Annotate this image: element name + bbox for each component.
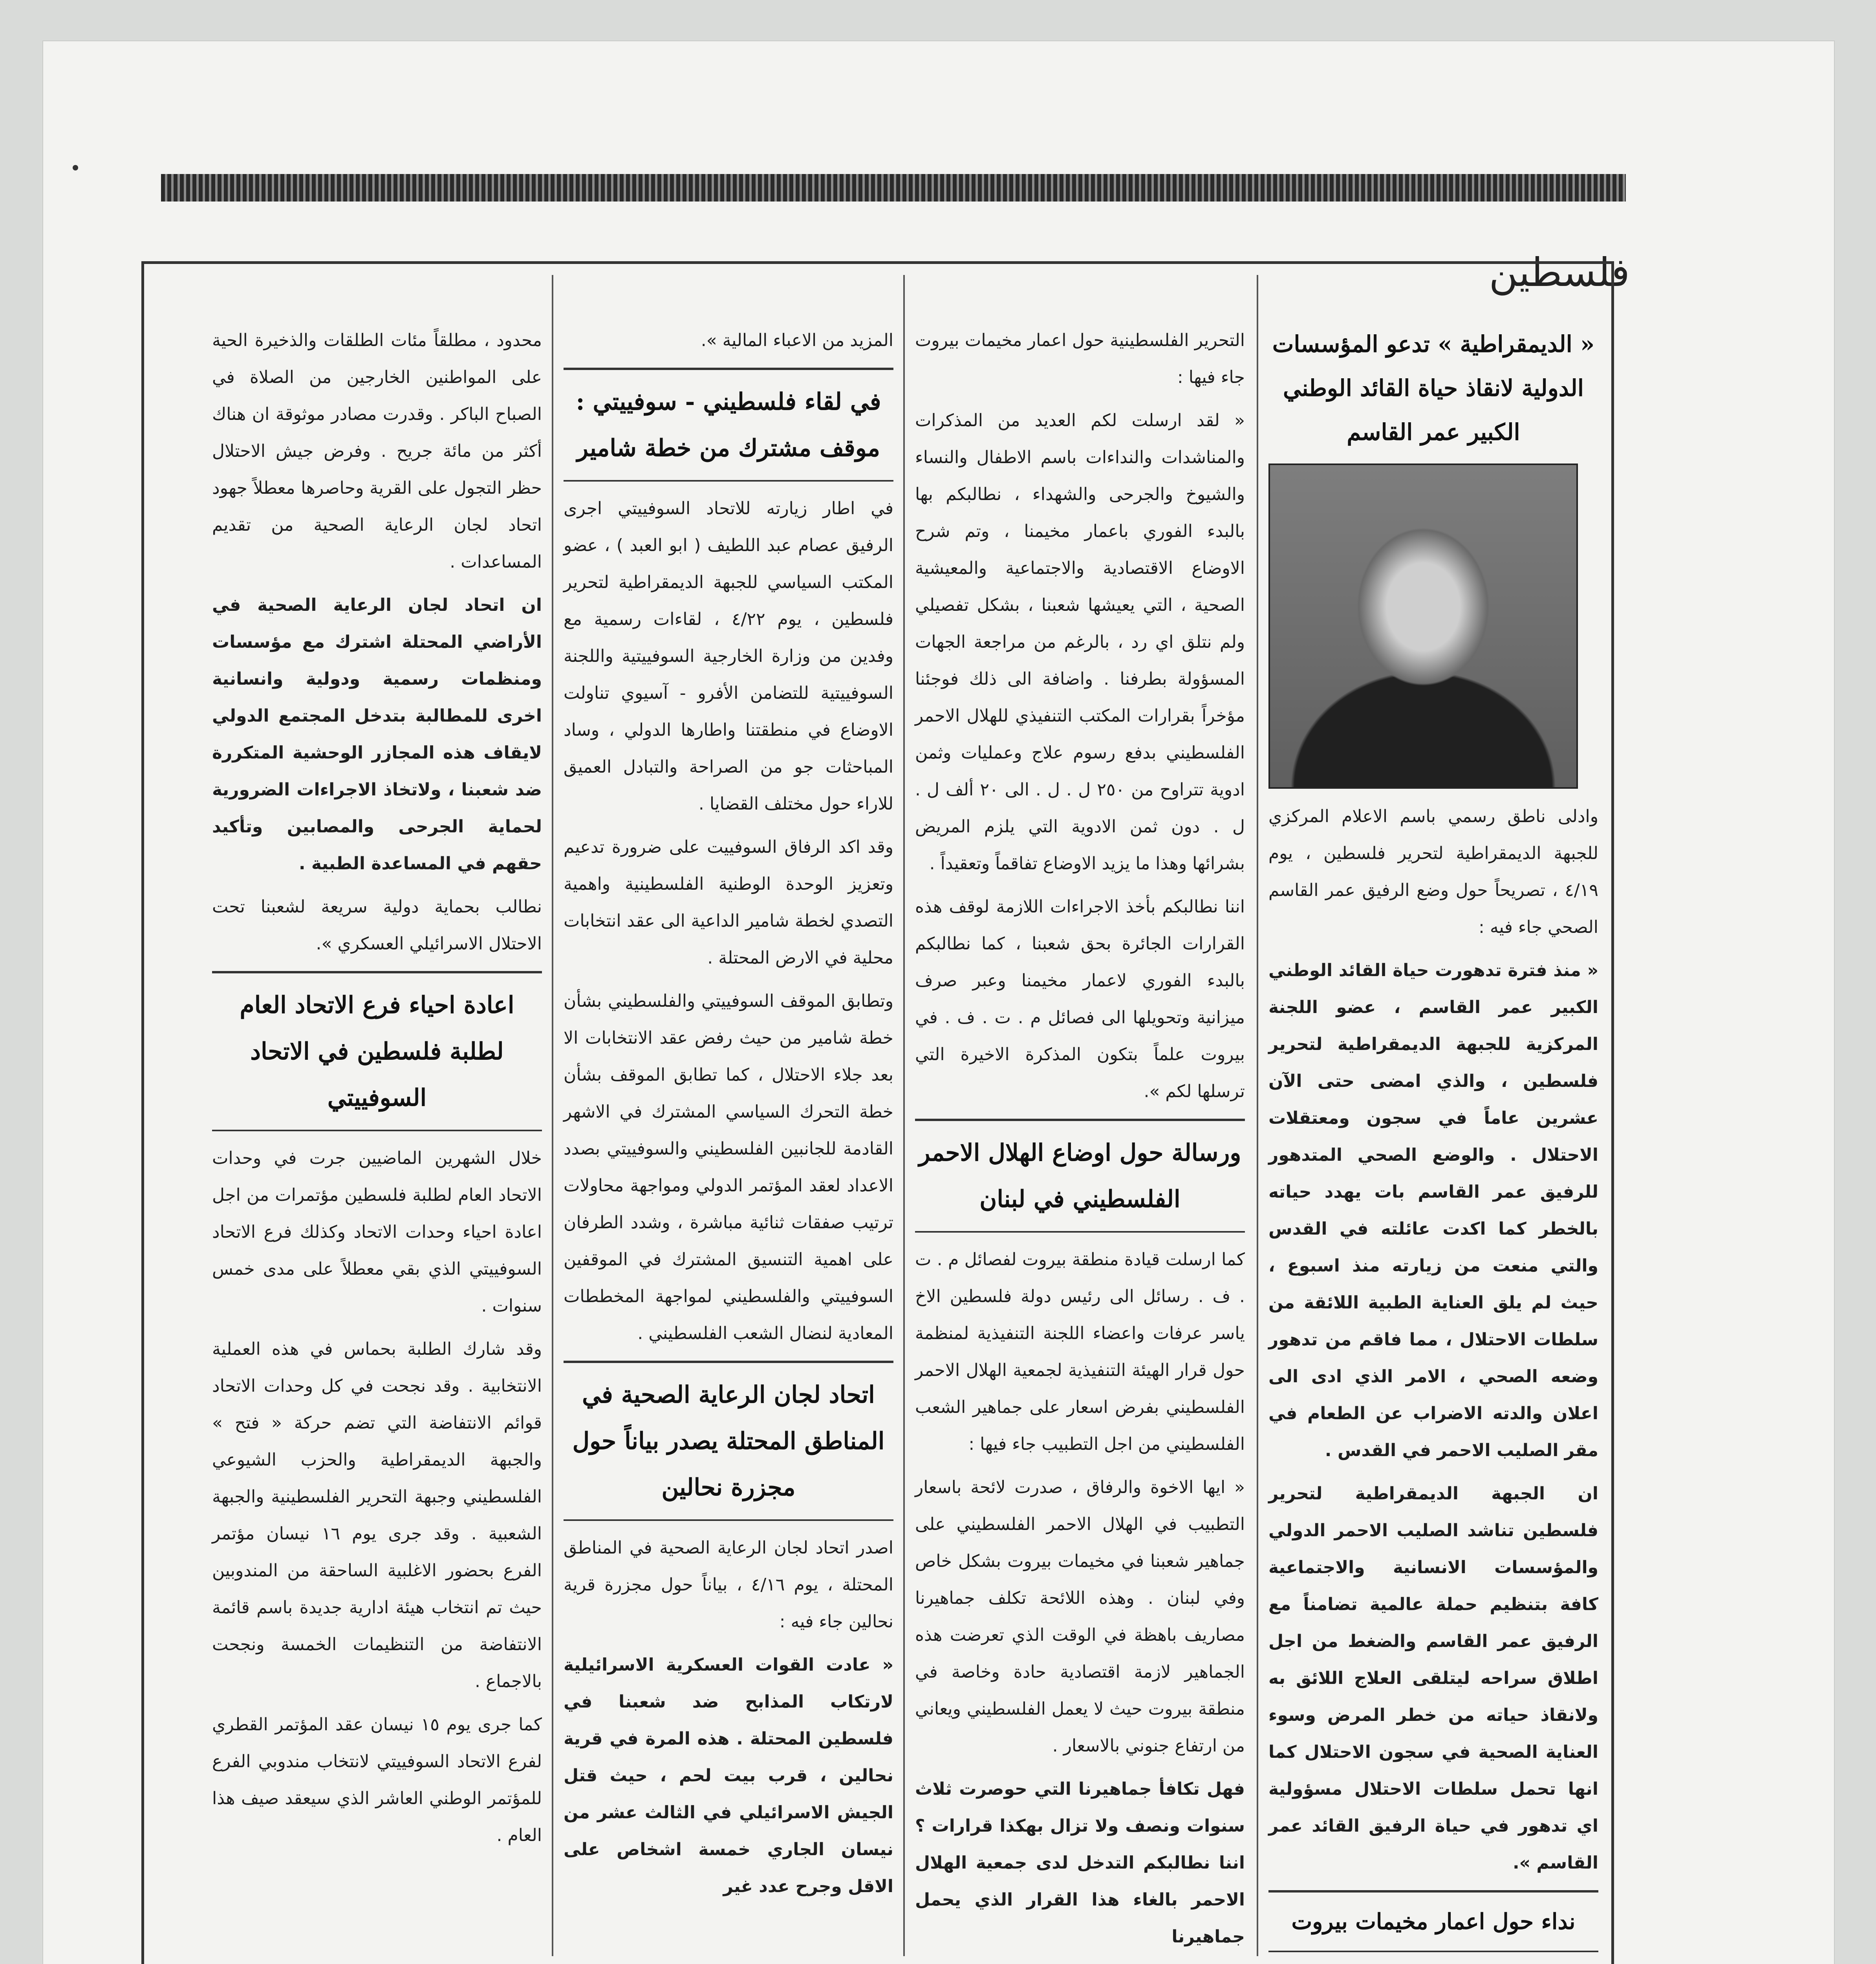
section-rule xyxy=(915,1119,1245,1121)
article-paragraph: المزيد من الاعباء المالية ». xyxy=(701,330,893,350)
article-paragraph: « عادت القوات العسكرية الاسرائيلية لارتكاب المذابح ضد شعبنا في فلسطين المحتلة . هذه المرة في قرية نحالين ، قرب بيت لحم ، حيث قتل الجيش الاسرائيلي في الثالث عشر من نيسان الجاري خمسة اشخاص على الاقل وجرح عدد غير xyxy=(564,1655,893,1896)
article-paragraph: وقد شارك الطلبة بحماس في هذه العملية الانتخابية . وقد نجحت في كل وحدات الاتحاد قوائم الانتفاضة التي تضم حركة « فتح » والجبهة الديمقراطية والحزب الشيوعي الفلسطيني وجبهة التحرير الفلسطينية والجبهة الشعبية . وقد جرى يوم ١٦ نيسان مؤتمر الفرع بحضور الاغلبية الساحقة من المندوبين حيث تم انتخاب هيئة ادارية جديدة باسم قائمة الانتفاضة من التنظيمات الخمسة ونجحت بالاجماع . xyxy=(212,1339,542,1691)
section-label: فلسطين xyxy=(1489,249,1630,295)
section-rule xyxy=(564,480,893,482)
article-paragraph xyxy=(1268,1961,1598,1964)
article-paragraph: وقد اكد الرفاق السوفييت على ضرورة تدعيم وتعزيز الوحدة الوطنية الفلسطينية واهمية التصدي لخطة شامير الداعية الى عقد انتخابات محلية في الارض المحتلة . xyxy=(564,837,893,968)
article-headline-student-union: اعادة احياء فرع الاتحاد العام لطلبة فلسطين في الاتحاد السوفييتي xyxy=(240,991,514,1112)
article-paragraph: في اطار زيارته للاتحاد السوفييتي اجرى الرفيق عصام عبد اللطيف ( ابو العبد ) ، عضو المكتب السياسي للجبهة الديمقراطية لتحرير فلسطين ، يوم ٤/٢٢ ، لقاءات رسمية مع وفدين من وزارة الخارجية السوفييتية واللجنة السوفييتية للتضامن الأفرو - آسيوي تناولت الاوضاع في منطقتنا واطارها الدولي ، وساد المباحثات جو من الصراحة والتبادل العميق للاراء حول مختلف القضايا . xyxy=(564,498,893,814)
article-headline-red-crescent: ورسالة حول اوضاع الهلال الاحمر الفلسطيني في لبنان xyxy=(919,1139,1241,1213)
column-3 xyxy=(915,322,1245,1960)
article-paragraph: اصدر اتحاد لجان الرعاية الصحية في المناطق المحتلة ، يوم ٤/١٦ ، بياناً حول مجزرة قرية نحالين جاء فيه : xyxy=(564,1538,893,1632)
article-paragraph: التحرير الفلسطينية حول اعمار مخيمات بيروت جاء فيها : xyxy=(915,330,1245,387)
portrait-photo xyxy=(1268,464,1578,789)
article-paragraph: ان الجبهة الديمقراطية لتحرير فلسطين تناشد الصليب الاحمر الدولي والمؤسسات الانسانية والاجتماعية كافة بتنظيم حملة عالمية تضامناً مع الرفيق عمر القاسم والضغط من اجل اطلاق سراحه ليتلقى العلاج اللائق به ولانقاذ حياته من خطر المرض وسوء العناية الصحية في سجون الاحتلال كما انها تحمل سلطات الاحتلال مسؤولية اي تدهور في حياة الرفيق القائد عمر القاسم ». xyxy=(1268,1484,1598,1873)
article-paragraph: وتطابق الموقف السوفييتي والفلسطيني بشأن خطة شامير من حيث رفض عقد الانتخابات الا بعد جلاء الاحتلال ، كما تطابق الموقف بشأن خطة التحرك السياسي المشترك في الاشهر القادمة للجانبين الفلسطيني والسوفييتي بصدد الاعداد لعقد المؤتمر الدولي ومواجهة محاولات ترتيب صفقات ثنائية مباشرة ، وشدد الطرفان على اهمية التنسيق المشترك في الموقفين السوفييتي والفلسطيني لمواجهة المخططات المعادية لنضال الشعب الفلسطيني . xyxy=(564,991,893,1343)
article-paragraph: « لقد ارسلت لكم العديد من المذكرات والمناشدات والنداءات باسم الاطفال والنساء والشيوخ والجرحى والشهداء ، نطالبكم بها بالبدء الفوري باعمار مخيمنا ، وتم شرح الاوضاع الاقتصادية والاجتماعية والمعيشية الصحية ، التي يعيشها شعبنا ، بشكل تفصيلي ولم نتلق اي رد ، بالرغم من مراجعة الجهات المسؤولة بطرفنا . واضافة الى ذلك فوجئنا مؤخراً بقرارات المكتب التنفيذي للهلال الاحمر الفلسطيني بدفع رسوم علاج وعمليات وثمن ادوية تتراوح من ٢٥٠ ل . ل . الى ٢٠ ألف ل . ل . دون ثمن الادوية التي يلزم المريض بشرائها وهذا ما يزيد الاوضاع تفاقماً وتعقيداً . xyxy=(915,410,1245,874)
article-headline-beirut-camps: نداء حول اعمار مخيمات بيروت xyxy=(1291,1909,1576,1935)
article-headline-soviet-meeting: في لقاء فلسطيني - سوفييتي : موقف مشترك من خطة شامير xyxy=(576,388,881,462)
article-paragraph: كما ارسلت قيادة منطقة بيروت لفصائل م . ت . ف . رسائل الى رئيس دولة فلسطين الاخ ياسر عرفات واعضاء اللجنة التنفيذية لمنظمة حول قرار الهيئة التنفيذية لجمعية الهلال الاحمر الفلسطيني بفرض اسعار على جماهير الشعب الفلسطيني من اجل التطبيب جاء فيها : xyxy=(915,1249,1245,1454)
section-rule xyxy=(915,1231,1245,1233)
column-divider xyxy=(903,275,905,1956)
article-paragraph: نطالب بحماية دولية سريعة لشعبنا تحت الاحتلال الاسرائيلي العسكري ». xyxy=(212,897,542,954)
article-paragraph: « ايها الاخوة والرفاق ، صدرت لائحة باسعار التطبيب في الهلال الاحمر الفلسطيني على جماهير شعبنا في مخيمات بيروت بشكل خاص وفي لبنان . وهذه اللائحة تكلف جماهيرنا مصاريف باهظة في الوقت الذي تعرضت هذه الجماهير لازمة اقتصادية حادة وخاصة في منطقة بيروت حيث لا يعمل الفلسطيني ويعاني من ارتفاع جنوني بالاسعار . xyxy=(915,1477,1245,1756)
article-paragraph: « منذ فترة تدهورت حياة القائد الوطني الكبير عمر القاسم ، عضو اللجنة المركزية للجبهة الديمقراطية لتحرير فلسطين ، والذي امضى حتى الآن عشرين عاماً في سجون ومعتقلات الاحتلال . والوضع الصحي المتدهور للرفيق عمر القاسم بات يهدد حياته بالخطر كما اكدت عائلته في القدس والتي منعت من زيارته منذ اسبوع ، حيث لم يلق العناية الطبية اللائقة من سلطات الاحتلال ، مما فاقم من تدهور وضعه الصحي ، الامر الذي ادى الى اعلان والدته الاضراب عن الطعام في مقر الصليب الاحمر في القدس . xyxy=(1268,960,1598,1460)
section-rule xyxy=(1268,1890,1598,1893)
header-rule-bar xyxy=(161,174,1626,202)
article-paragraph: خلال الشهرين الماضيين جرت في وحدات الاتحاد العام لطلبة فلسطين مؤتمرات من اجل اعادة احياء وحدات الاتحاد وكذلك فرع الاتحاد السوفييتي الذي بقي معطلاً على مدى خمس سنوات . xyxy=(212,1148,542,1316)
article-headline-health-committees: اتحاد لجان الرعاية الصحية في المناطق المحتلة يصدر بياناً حول مجزرة نحالين xyxy=(572,1381,885,1501)
article-paragraph: اننا نطالبكم بأخذ الاجراءات اللازمة لوقف هذه القرارات الجائرة بحق شعبنا ، كما نطالبكم بالبدء الفوري لاعمار مخيمنا وعبر صرف ميزانية وتحويلها الى فصائل م . ت . ف . في بيروت علماً بتكون المذكرة الاخيرة التي ترسلها لكم ». xyxy=(915,897,1245,1101)
section-rule xyxy=(212,971,542,973)
punch-hole-dot xyxy=(73,165,78,170)
column-4 xyxy=(1268,322,1598,1960)
article-paragraph: فهل تكافأ جماهيرنا التي حوصرت ثلاث سنوات ونصف ولا تزال بهكذا قرارات ؟ اننا نطالبكم التدخل لدى جمعية الهلال الاحمر بالغاء هذا القرار الذي يحمل جماهيرنا xyxy=(915,1779,1245,1947)
column-divider xyxy=(552,275,553,1956)
article-paragraph: محدود ، مطلقاً مئات الطلقات والذخيرة الحية على المواطنين الخارجين من الصلاة في الصباح الباكر . وقدرت مصادر موثوقة ان هناك أكثر من مائة جريح . وفرض جيش الاحتلال حظر التجول على القرية وحاصرها معطلاً جهود اتحاد لجان الرعاية الصحية من تقديم المساعدات . xyxy=(212,330,542,572)
column-2 xyxy=(564,322,893,1960)
section-rule xyxy=(564,1361,893,1363)
section-rule xyxy=(1268,1951,1598,1952)
section-rule xyxy=(564,368,893,370)
article-paragraph: ان اتحاد لجان الرعاية الصحية في الأراضي المحتلة اشترك مع مؤسسات ومنظمات رسمية ودولية وانسانية اخرى للمطالبة بتدخل المجتمع الدولي لايقاف هذه المجازر الوحشية المتكررة ضد شعبنا ، ولاتخاذ الاجراءات الضرورية لحماية الجرحى والمصابين وتأكيد حقهم في المساعدة الطبية . xyxy=(212,595,542,874)
section-rule xyxy=(564,1519,893,1521)
article-paragraph: كما جرى يوم ١٥ نيسان عقد المؤتمر القطري لفرع الاتحاد السوفييتي لانتخاب مندوبي الفرع للمؤتمر الوطني العاشر الذي سيعقد صيف هذا العام . xyxy=(212,1715,542,1845)
column-1 xyxy=(212,322,542,1960)
article-headline-omar-qasim: « الديمقراطية » تدعو المؤسسات الدولية لانقاذ حياة القائد الوطني الكبير عمر القاسم xyxy=(1272,331,1595,445)
section-rule xyxy=(212,1130,542,1131)
article-paragraph: وادلى ناطق رسمي باسم الاعلام المركزي للجبهة الديمقراطية لتحرير فلسطين ، يوم ٤/١٩ ، تصريحاً حول وضع الرفيق عمر القاسم الصحي جاء فيه : xyxy=(1268,806,1598,937)
column-divider xyxy=(1257,275,1258,1956)
